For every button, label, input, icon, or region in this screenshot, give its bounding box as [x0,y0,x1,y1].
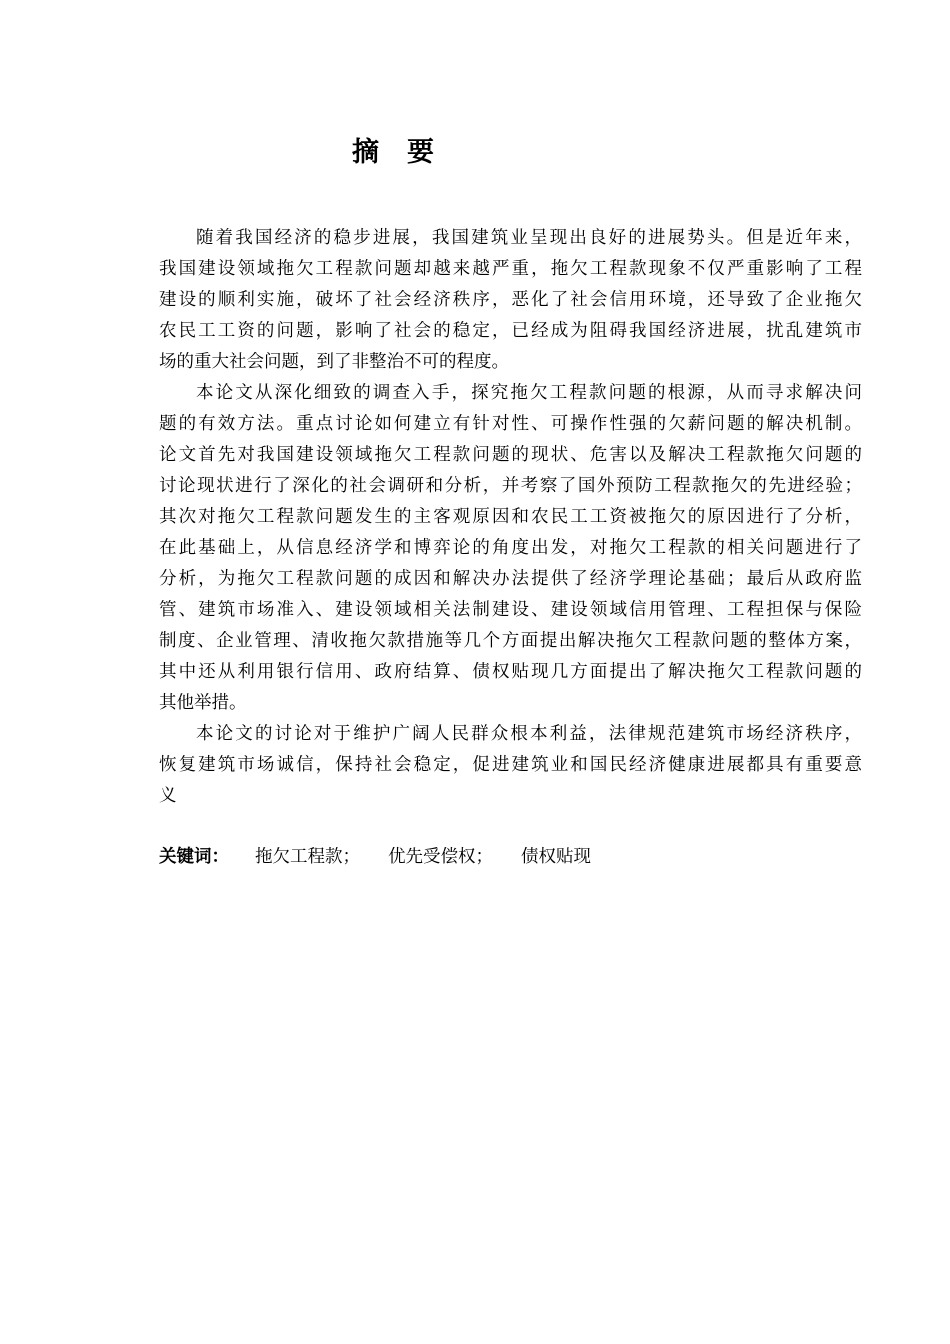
title-char-1: 摘 [352,137,379,168]
paragraph-2-line-7: 分析，为拖欠工程款问题的成因和解决办法提供了经济学理论基础；最后从政府监 [159,569,862,589]
paragraph-2-line-8: 管、建筑市场准入、建设领域相关法制建设、建设领域信用管理、工程担保与保险 [159,600,862,620]
paragraph-1-line-5: 场的重大社会问题，到了非整治不可的程度。 [159,352,509,372]
paragraph-2-line-6: 在此基础上，从信息经济学和博弈论的角度出发，对拖欠工程款的相关问题进行了 [159,538,862,558]
paragraph-2-line-1: 本论文从深化细致的调查入手，探究拖欠工程款问题的根源，从而寻求解决问 [196,383,862,403]
paragraph-2-line-5: 其次对拖欠工程款问题发生的主客观原因和农民工工资被拖欠的原因进行了分析， [159,507,862,527]
title-char-2: 要 [407,137,434,168]
paragraph-2-line-3: 论文首先对我国建设领域拖欠工程款问题的现状、危害以及解决工程款拖欠问题的 [159,445,862,465]
keywords-line [159,842,591,873]
keyword-2: 优先受偿权； [388,847,493,867]
paragraph-2-line-9: 制度、企业管理、清收拖欠款措施等几个方面提出解决拖欠工程款问题的整体方案， [159,631,862,651]
paragraph-1-line-2: 我国建设领域拖欠工程款问题却越来越严重，拖欠工程款现象不仅严重影响了工程 [159,259,862,279]
paragraph-2-line-10: 其中还从利用银行信用、政府结算、债权贴现几方面提出了解决拖欠工程款问题的 [159,662,862,682]
paragraph-3-line-3: 义 [159,786,177,806]
keyword-1: 拖欠工程款； [255,847,360,867]
abstract-title [352,130,434,169]
paragraph-1-line-3: 建设的顺利实施，破坏了社会经济秩序，恶化了社会信用环境，还导致了企业拖欠 [159,290,862,310]
paragraph-3-line-2: 恢复建筑市场诚信，保持社会稳定，促进建筑业和国民经济健康进展都具有重要意 [159,755,862,775]
abstract-body [159,223,862,812]
paragraph-2-line-11: 其他举措。 [159,693,247,713]
paragraph-2-line-4: 讨论现状进行了深化的社会调研和分析，并考察了国外预防工程款拖欠的先进经验； [159,476,862,496]
paragraph-3-line-1: 本论文的讨论对于维护广阔人民群众根本利益，法律规范建筑市场经济秩序， [196,724,862,744]
keyword-3: 债权贴现 [521,847,591,867]
paragraph-1-line-1: 随着我国经济的稳步进展，我国建筑业呈现出良好的进展势头。但是近年来， [196,228,862,248]
paragraph-2-line-2: 题的有效方法。重点讨论如何建立有针对性、可操作性强的欠薪问题的解决机制。 [159,414,862,434]
paragraph-1-line-4: 农民工工资的问题，影响了社会的稳定，已经成为阻碍我国经济进展，扰乱建筑市 [159,321,862,341]
keywords-label: 关键词： [159,847,229,867]
